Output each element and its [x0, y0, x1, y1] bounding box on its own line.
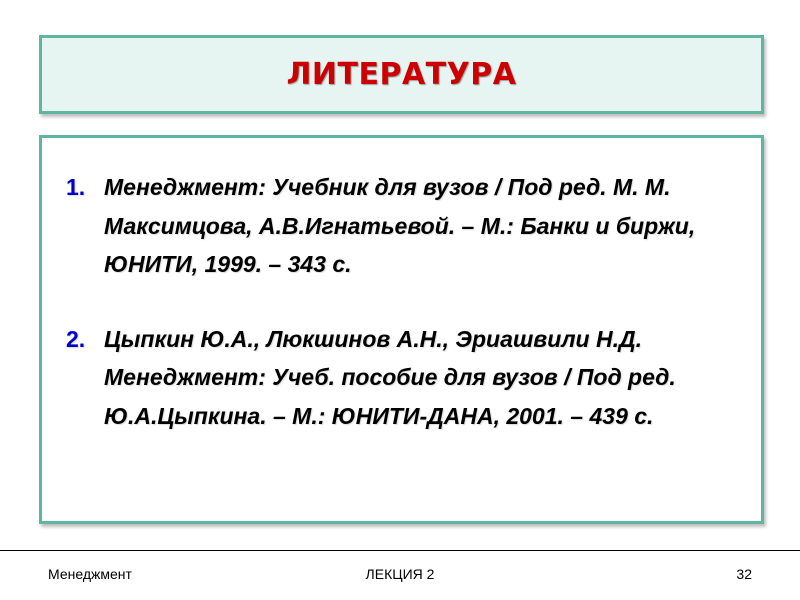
slide-title: ЛИТЕРАТУРА — [286, 57, 517, 92]
reference-number: 2. — [66, 325, 86, 352]
reference-item-1 — [66, 168, 746, 284]
reference-list — [66, 168, 746, 435]
title-box — [39, 35, 764, 114]
content-box — [39, 135, 764, 524]
footer-lecture: ЛЕКЦИЯ 2 — [365, 566, 435, 582]
footer-divider — [0, 550, 800, 551]
reference-text: Менеджмент: Учебник для вузов / Под ред. М. М. Максимцова, А.В.Игнатьевой. – М.: Банки и биржи, ЮНИТИ, 1999. – 343 с. — [104, 174, 696, 277]
reference-number: 1. — [66, 174, 86, 200]
reference-text: Цыпкин Ю.А., Люкшинов А.Н., Эриашвили Н.Д. Менеджмент: Учеб. пособие для вузов / Под ред. Ю.А.Цыпкина. – М.: ЮНИТИ-ДАНА, 2001. – 439 с. — [104, 325, 676, 429]
footer-page-number: 32 — [736, 566, 752, 582]
reference-item-2 — [66, 320, 746, 436]
footer-course: Менеджмент — [48, 566, 132, 582]
